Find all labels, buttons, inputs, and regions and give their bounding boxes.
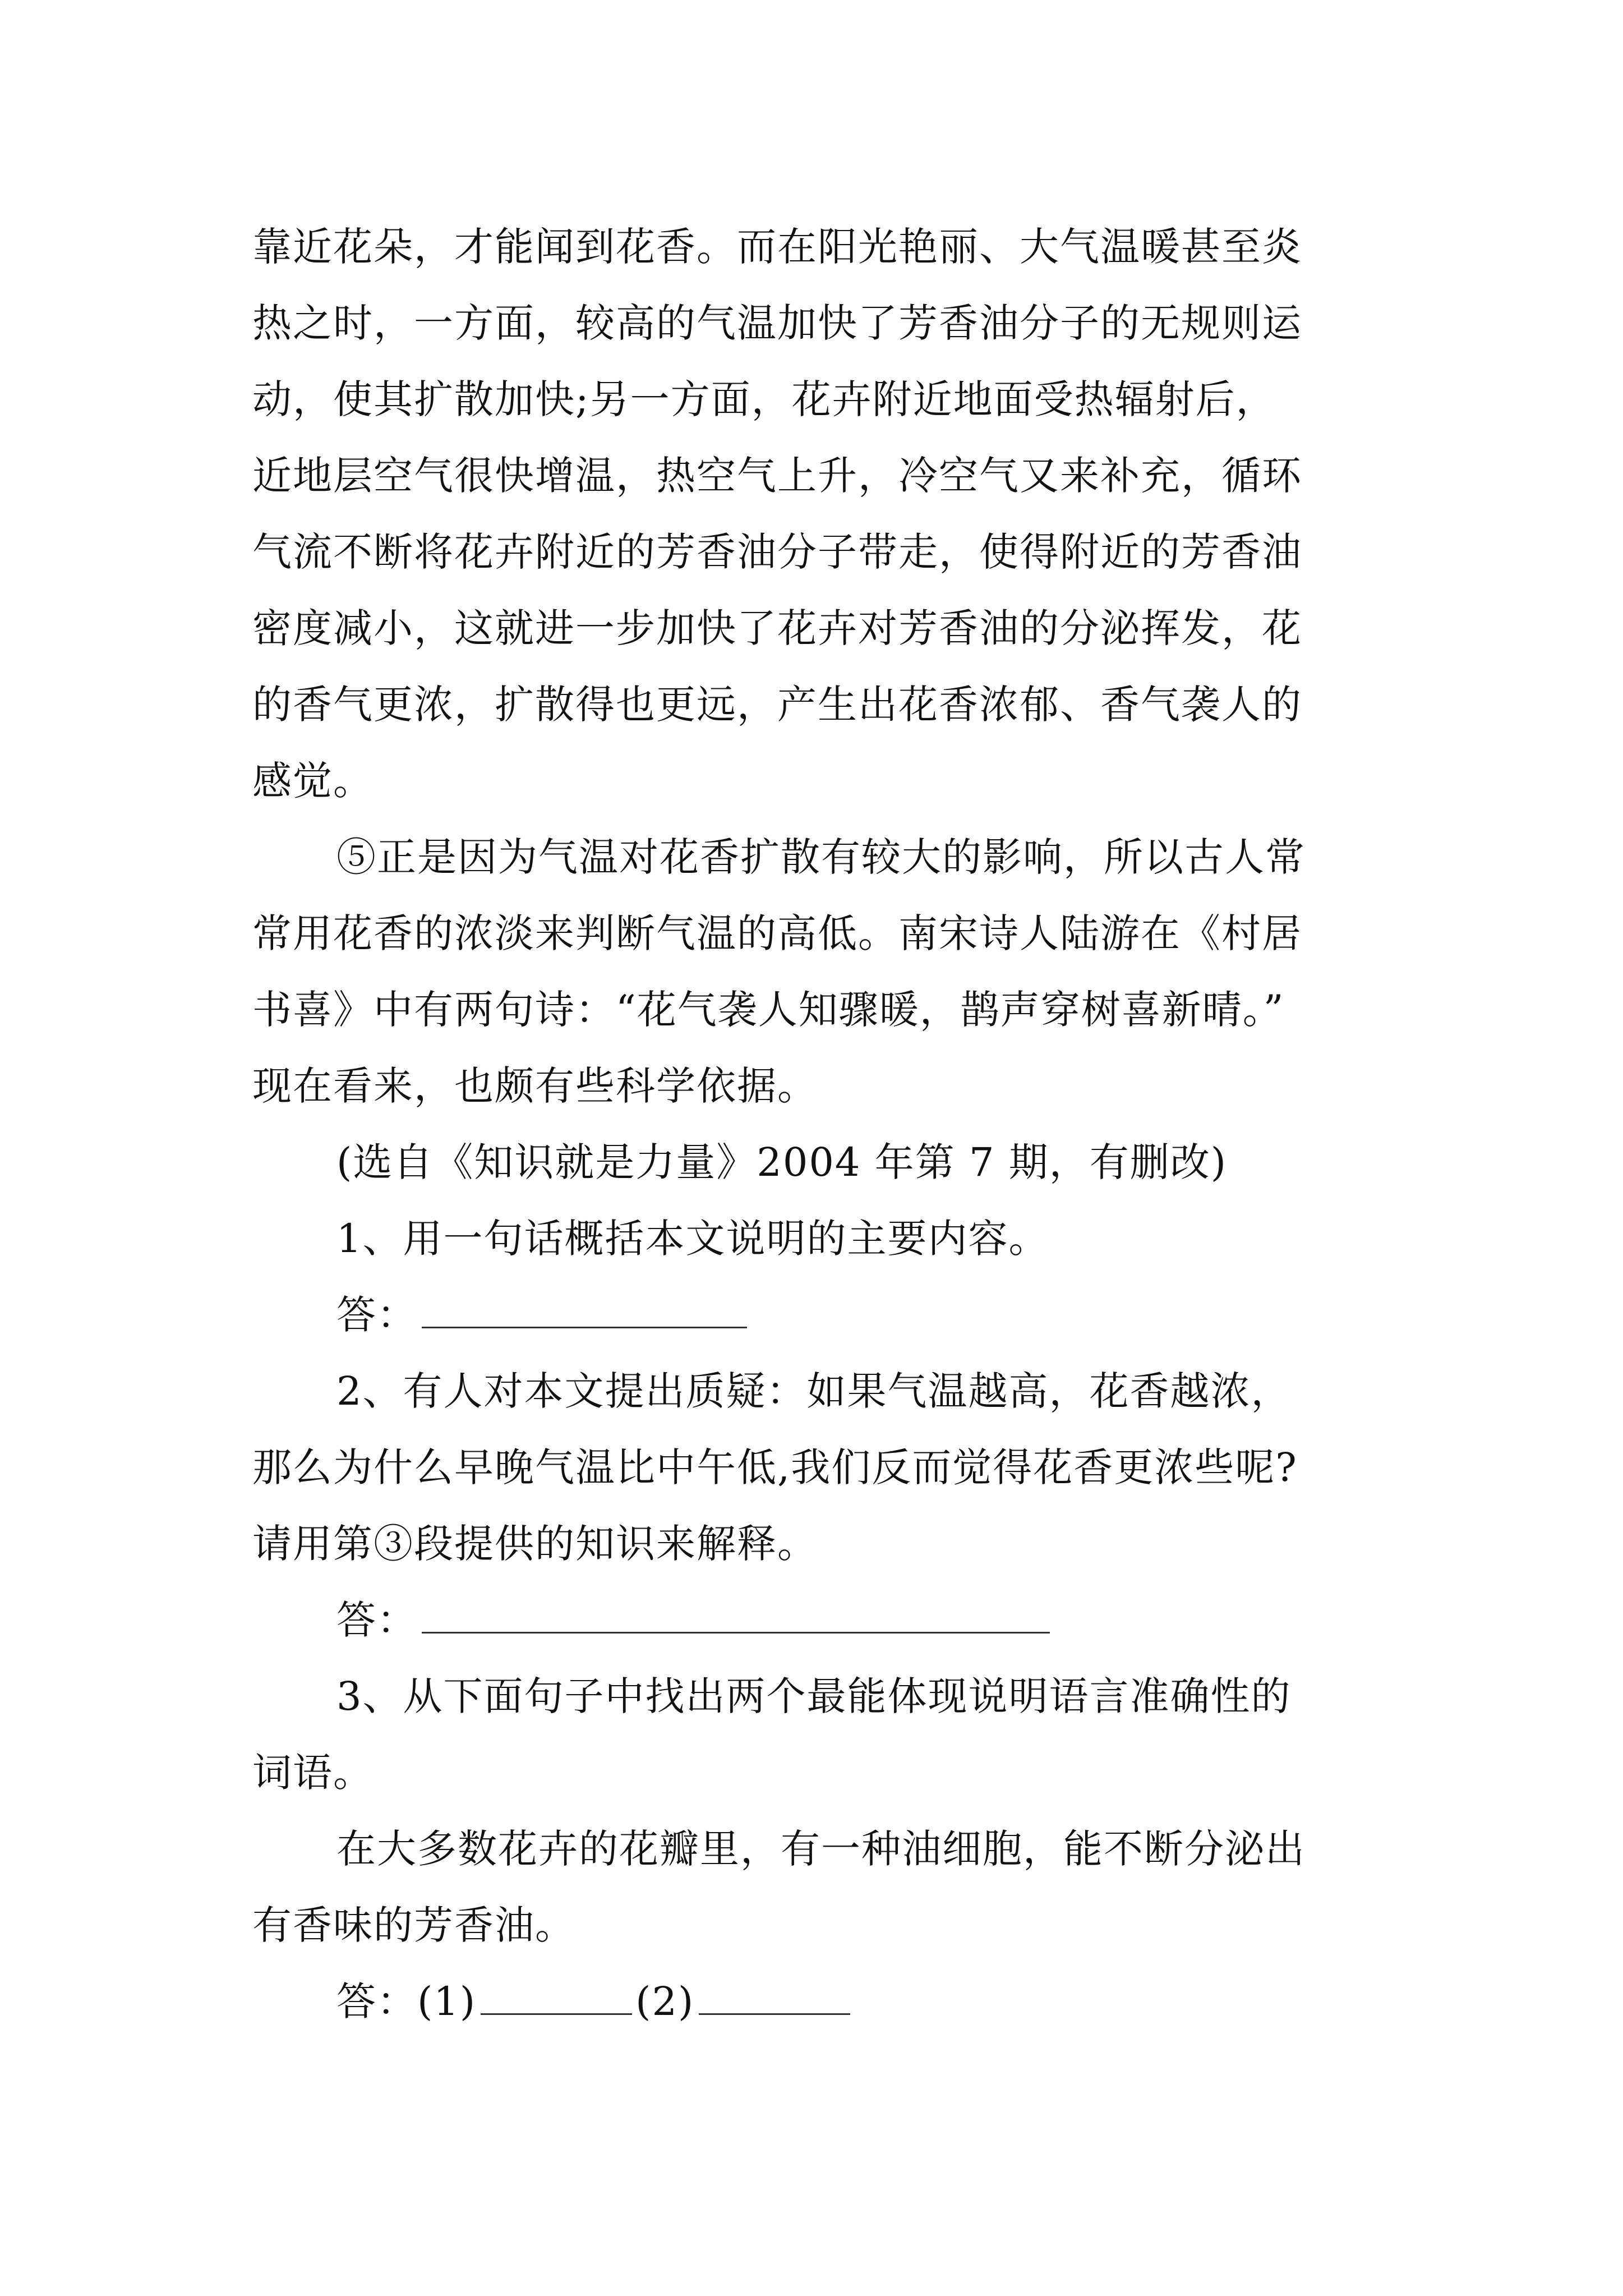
answer-label: 答： [336, 1978, 417, 2024]
paragraph-line: 现在看来，也颇有些科学依据。 [252, 1063, 818, 1109]
question-2-line: 那么为什么早晚气温比中午低,我们反而觉得花香更浓些呢? [252, 1444, 1298, 1490]
source-note: (选自《知识就是力量》2004 年第 7 期，有删改) [336, 1139, 1228, 1185]
paragraph-line: 书喜》中有两句诗：“花气袭人知骤暖，鹊声穿树喜新晴。” [252, 987, 1285, 1033]
paragraph-line: 热之时，一方面，较高的气温加快了芳香油分子的无规则运 [252, 300, 1302, 346]
paragraph-line: 感觉。 [252, 758, 374, 804]
answer-label: 答： [336, 1597, 417, 1643]
paragraph-line: 动，使其扩散加快;另一方面，花卉附近地面受热辐射后， [252, 376, 1276, 422]
paragraph-line: 密度减小，这就进一步加快了花卉对芳香油的分泌挥发，花 [252, 605, 1302, 651]
paragraph-line: 靠近花朵，才能闻到花香。而在阳光艳丽、大气温暖甚至炎 [252, 224, 1302, 270]
paragraph-line: ⑤正是因为气温对花香扩散有较大的影响，所以古人常 [336, 834, 1306, 880]
paragraph-line: 常用花香的浓淡来判断气温的高低。南宋诗人陆游在《村居 [252, 910, 1302, 956]
quoted-sentence: 在大多数花卉的花瓣里，有一种油细胞，能不断分泌出 [336, 1826, 1306, 1872]
paragraph-line: 气流不断将花卉附近的芳香油分子带走，使得附近的芳香油 [252, 529, 1302, 575]
paragraph-line: 近地层空气很快增温，热空气上升，冷空气又来补充，循环 [252, 453, 1302, 499]
answer-blank-2[interactable] [699, 1981, 850, 2015]
answer-blank-1[interactable] [481, 1981, 632, 2015]
question-3-line: 词语。 [252, 1750, 374, 1796]
answer-row-3 [336, 1976, 850, 2027]
answer-label: 答： [336, 1292, 417, 1338]
paragraph-line: 的香气更浓，扩散得也更远，产生出花香浓郁、香气袭人的 [252, 682, 1302, 728]
question-2-line: 请用第③段提供的知识来解释。 [252, 1521, 818, 1567]
blank-2-label: (2) [635, 1978, 695, 2024]
answer-blank[interactable] [422, 1599, 1050, 1634]
question-1: 1、用一句话概括本文说明的主要内容。 [336, 1216, 1049, 1262]
answer-blank[interactable] [422, 1294, 747, 1328]
answer-row-2 [336, 1595, 1050, 1645]
question-2: 2、有人对本文提出质疑：如果气温越高，花香越浓， [336, 1368, 1292, 1414]
quoted-sentence-line: 有香味的芳香油。 [252, 1902, 575, 1948]
answer-row-1 [336, 1290, 747, 1340]
blank-1-label: (1) [417, 1978, 477, 2024]
question-3: 3、从下面句子中找出两个最能体现说明语言准确性的 [336, 1673, 1292, 1719]
